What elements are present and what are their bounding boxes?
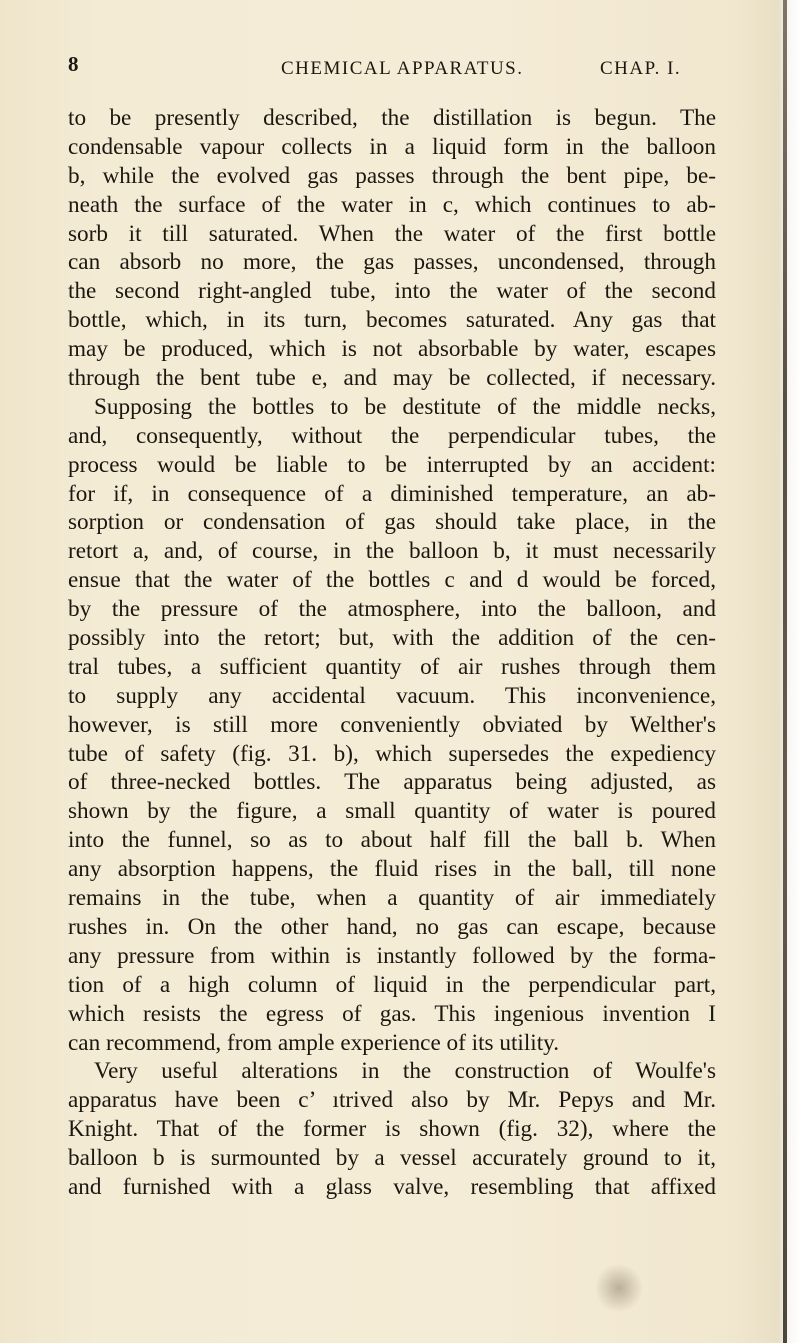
text-line: b, while the evolved gas passes through the bent pipe, be- — [68, 162, 716, 189]
text-line: condensable vapour collects in a liquid form in the balloon — [68, 133, 716, 160]
text-line: apparatus have been c’ ıtrived also by Mr. Pepys and Mr. — [68, 1087, 716, 1114]
text-line: to be presently described, the distillation is begun. The — [68, 105, 716, 131]
running-head — [68, 52, 728, 86]
body-text — [68, 104, 716, 1202]
text-line: process would be liable to be interrupted by an accident: — [68, 451, 716, 478]
page-edge — [778, 0, 800, 1343]
running-title: CHEMICAL APPARATUS. — [281, 58, 524, 79]
text-line: and furnished with a glass valve, resembling that affixed — [68, 1173, 716, 1200]
text-line: the second right-angled tube, into the water of the second — [68, 278, 716, 305]
text-line: bottle, which, in its turn, becomes saturated. Any gas that — [68, 307, 716, 334]
text-line: Knight. That of the former is shown (fig. 32), where the — [68, 1116, 716, 1143]
text-line: can recommend, from ample experience of its utility. — [68, 1029, 560, 1056]
text-line: balloon b is surmounted by a vessel accurately ground to it, — [68, 1145, 716, 1172]
text-line: ensue that the water of the bottles c and d would be forced, — [68, 567, 716, 594]
text-line: tube of safety (fig. 31. b), which supersedes the expediency — [68, 740, 716, 767]
text-line: any absorption happens, the fluid rises in the ball, till none — [68, 856, 716, 883]
text-line: may be produced, which is not absorbable by water, escapes — [68, 336, 716, 363]
text-line: through the bent tube e, and may be collected, if necessary. — [68, 365, 716, 392]
text-line: tion of a high column of liquid in the perpendicular part, — [68, 971, 716, 998]
text-line: Very useful alterations in the construction of Woulfe's — [94, 1058, 716, 1085]
text-line: to supply any accidental vacuum. This inconvenience, — [68, 682, 716, 709]
text-line: sorption or condensation of gas should take place, in the — [68, 509, 716, 536]
text-line: can absorb no more, the gas passes, uncondensed, through — [68, 249, 716, 276]
text-line: for if, in consequence of a diminished temperature, an ab- — [68, 480, 716, 507]
text-line: sorb it till saturated. When the water of the first bottle — [68, 220, 716, 247]
text-line: however, is still more conveniently obviated by Welther's — [68, 711, 716, 738]
page-number: 8 — [68, 52, 80, 76]
text-line: Supposing the bottles to be destitute of the middle necks, — [94, 393, 716, 420]
text-line: by the pressure of the atmosphere, into the balloon, and — [68, 596, 716, 623]
text-line: any pressure from within is instantly followed by the forma- — [68, 942, 716, 969]
text-line: remains in the tube, when a quantity of air immediately — [68, 885, 716, 912]
text-line: possibly into the retort; but, with the addition of the cen- — [68, 625, 716, 652]
text-line: into the funnel, so as to about half fill the ball b. When — [68, 827, 716, 854]
ink-stain — [596, 1262, 642, 1314]
binding-shadow — [783, 0, 787, 1343]
text-line: of three-necked bottles. The apparatus being adjusted, as — [68, 769, 716, 796]
text-line: tral tubes, a sufficient quantity of air rushes through them — [68, 653, 716, 680]
text-line: neath the surface of the water in c, which continues to ab- — [68, 191, 716, 218]
text-line: and, consequently, without the perpendicular tubes, the — [68, 422, 716, 449]
text-line: retort a, and, of course, in the balloon b, it must necessarily — [68, 538, 716, 565]
chapter-label: CHAP. I. — [600, 58, 682, 79]
text-line: which resists the egress of gas. This ingenious invention I — [68, 1000, 716, 1027]
text-line: rushes in. On the other hand, no gas can escape, because — [68, 913, 716, 940]
text-line: shown by the figure, a small quantity of water is poured — [68, 798, 716, 825]
